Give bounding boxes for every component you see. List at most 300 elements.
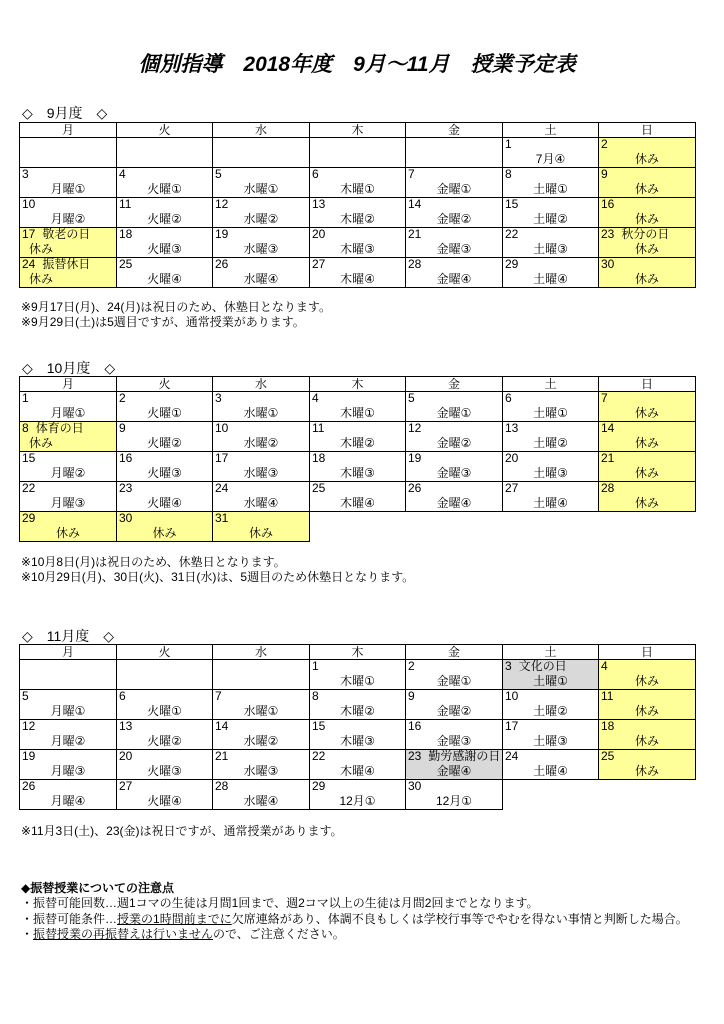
cell-label: 月曜④ [50, 794, 86, 808]
cell-label: 火曜② [147, 436, 182, 450]
cell-top-line [213, 258, 309, 272]
calendar-cell [212, 137, 310, 168]
calendar-cell [598, 227, 696, 258]
cell-date: 10 [505, 689, 519, 703]
weekday-header: 金 [405, 644, 503, 660]
cell-top-line [310, 690, 405, 704]
cell-top-line [117, 168, 212, 182]
cell-top-line [213, 452, 309, 466]
cell-date: 30 [408, 779, 422, 793]
cell-date: 27 [505, 481, 519, 495]
calendar-cell [405, 719, 503, 750]
cell-top-line [117, 452, 212, 466]
cell-label: 月曜① [50, 704, 86, 718]
cell-label: 休み [634, 466, 659, 480]
calendar-cell [405, 197, 503, 228]
cell-top-line [406, 482, 502, 496]
calendar-cell [212, 421, 310, 452]
cell-top-line [20, 138, 116, 152]
calendar-cell [116, 197, 213, 228]
calendar-cell [598, 137, 696, 168]
cell-date: 5 [215, 167, 222, 181]
calendar-cell [405, 257, 503, 288]
cell-top-line [117, 422, 212, 436]
weekday-header: 月 [19, 376, 117, 392]
weekday-header: 金 [405, 122, 503, 138]
cell-top-line [213, 720, 309, 734]
cell-top-line [20, 168, 116, 182]
cell-label: 水曜② [243, 734, 279, 748]
notes-october [21, 555, 414, 585]
cell-label: 金曜③ [436, 466, 472, 480]
transfer-notice [21, 881, 688, 942]
cell-date: 17 [215, 451, 229, 465]
cell-top-line [20, 780, 116, 794]
cell-top-line [117, 660, 212, 674]
calendar-cell [309, 227, 406, 258]
cell-label: 7月④ [535, 152, 566, 166]
cell-top-line [503, 228, 598, 242]
cell-label: 土曜② [533, 704, 568, 718]
calendar-cell [19, 451, 117, 482]
holiday-name: 敬老の日 [42, 227, 91, 241]
cell-label: 金曜④ [436, 496, 472, 510]
calendar-cell [598, 257, 696, 288]
transfer-notice-heading: ◆振替授業についての注意点 [21, 881, 174, 895]
calendar-cell [309, 689, 406, 720]
cell-label [20, 152, 116, 166]
cell-label: 休み [634, 496, 659, 510]
cell-label: 月曜③ [50, 496, 86, 510]
cell-label [117, 152, 212, 166]
weekday-header: 火 [116, 376, 213, 392]
cell-label: 休み [634, 182, 659, 196]
cell-date: 24 [22, 257, 36, 271]
cell-date: 6 [312, 167, 319, 181]
cell-date: 26 [22, 779, 36, 793]
cell-label [406, 152, 502, 166]
calendar-cell [309, 451, 406, 482]
cell-label: 土曜④ [533, 496, 568, 510]
calendar-cell [19, 659, 117, 690]
cell-date: 20 [119, 749, 133, 763]
cell-label: 水曜④ [243, 272, 279, 286]
cell-label: 12月① [339, 794, 376, 808]
cell-top-line [117, 720, 212, 734]
cell-date: 6 [505, 391, 512, 405]
cell-label: 休み [634, 212, 659, 226]
cell-label: 休み [29, 272, 54, 286]
calendar-cell [19, 779, 117, 810]
cell-label: 水曜③ [243, 764, 279, 778]
calendar-cell [405, 227, 503, 258]
calendar-cell [502, 391, 599, 422]
holiday-name: 文化の日 [518, 659, 567, 673]
calendar-cell [116, 749, 213, 780]
cell-label: 休み [248, 526, 273, 540]
cell-date: 21 [601, 451, 615, 465]
note-line: ※10月29日(月)、30日(火)、31日(水)は、5週目のため休塾日となります。 [21, 570, 415, 584]
cell-label: 土曜② [533, 436, 568, 450]
calendar-cell [502, 167, 599, 198]
cell-top-line [310, 482, 405, 496]
cell-top-line [310, 138, 405, 152]
calendar-cell [405, 659, 503, 690]
cell-top-line [117, 138, 212, 152]
cell-label: 月曜② [50, 734, 86, 748]
calendar-cell [309, 421, 406, 452]
cell-top-line [406, 780, 502, 794]
cell-top-line [599, 482, 695, 496]
cell-top-line [599, 198, 695, 212]
cell-top-line [406, 228, 502, 242]
cell-date: 13 [312, 197, 326, 211]
calendar-cell [212, 481, 310, 512]
cell-top-line [117, 258, 212, 272]
cell-date: 11 [601, 689, 614, 703]
cell-label: 木曜① [340, 406, 375, 420]
cell-top-line [117, 198, 212, 212]
calendar-november [19, 644, 696, 811]
cell-date: 28 [601, 481, 615, 495]
month-heading-september: ◇ 9月度 ◇ [22, 105, 108, 121]
note-line: ※9月17日(月)、24(月)は祝日のため、休塾日となります。 [21, 300, 331, 314]
weekday-header: 土 [502, 644, 599, 660]
cell-date: 21 [408, 227, 422, 241]
cell-top-line [406, 452, 502, 466]
cell-label: 土曜① [533, 674, 568, 688]
calendar-cell [502, 197, 599, 228]
cell-label: 水曜④ [243, 496, 279, 510]
cell-top-line [213, 168, 309, 182]
cell-label: 土曜③ [533, 242, 568, 256]
page-title: 個別指導 2018年度 9月～11月 授業予定表 [138, 53, 576, 76]
cell-label: 土曜③ [533, 466, 568, 480]
cell-top-line [117, 482, 212, 496]
cell-top-line [503, 452, 598, 466]
cell-top-line [406, 750, 502, 764]
cell-label: 月曜③ [50, 764, 86, 778]
calendar-cell [309, 197, 406, 228]
cell-date: 15 [22, 451, 36, 465]
cell-date: 29 [505, 257, 519, 271]
cell-date: 14 [408, 197, 422, 211]
notice-text: ・振替可能回数…週1コマの生徒は月間1回まで、週2コマ以上の生徒は月間2回までとなります。 [21, 896, 539, 911]
cell-date: 2 [408, 659, 415, 673]
cell-date: 16 [119, 451, 133, 465]
calendar-cell [212, 227, 310, 258]
weekday-header: 水 [212, 376, 310, 392]
cell-top-line [503, 750, 598, 764]
weekday-header: 日 [598, 644, 696, 660]
cell-date: 9 [408, 689, 415, 703]
calendar-cell [502, 481, 599, 512]
cell-top-line [213, 780, 309, 794]
calendar-cell [19, 167, 117, 198]
cell-label: 木曜② [340, 212, 375, 226]
weekday-header: 水 [212, 644, 310, 660]
cell-date: 1 [22, 391, 29, 405]
cell-top-line [20, 750, 116, 764]
cell-top-line [213, 690, 309, 704]
calendar-cell [405, 451, 503, 482]
cell-top-line [599, 258, 695, 272]
cell-date: 24 [215, 481, 229, 495]
cell-top-line [20, 720, 116, 734]
calendar-cell [598, 659, 696, 690]
calendar-cell [309, 481, 406, 512]
calendar-cell [598, 391, 696, 422]
cell-label: 木曜① [340, 674, 375, 688]
cell-date: 1 [505, 137, 512, 151]
cell-top-line [20, 198, 116, 212]
cell-label: 水曜③ [243, 466, 279, 480]
calendar-cell [19, 257, 117, 288]
cell-date: 23 [601, 227, 615, 241]
cell-date: 8 [505, 167, 512, 181]
calendar-cell [212, 197, 310, 228]
cell-top-line [20, 392, 116, 406]
cell-date: 21 [215, 749, 229, 763]
calendar-cell [116, 167, 213, 198]
cell-date: 28 [215, 779, 229, 793]
calendar-cell [309, 749, 406, 780]
calendar-cell [212, 451, 310, 482]
cell-date: 16 [601, 197, 615, 211]
cell-top-line [503, 198, 598, 212]
cell-date: 7 [408, 167, 415, 181]
calendar-september [19, 122, 696, 289]
cell-label: 休み [634, 152, 659, 166]
cell-label: 金曜③ [436, 734, 472, 748]
cell-top-line [117, 750, 212, 764]
calendar-cell [502, 227, 599, 258]
cell-top-line [117, 780, 212, 794]
calendar-cell [19, 391, 117, 422]
calendar-cell [405, 391, 503, 422]
cell-top-line [213, 512, 309, 526]
cell-top-line [503, 138, 598, 152]
cell-date: 18 [119, 227, 133, 241]
cell-top-line [406, 138, 502, 152]
cell-label: 火曜② [147, 212, 182, 226]
calendar-cell [502, 659, 599, 690]
cell-date: 6 [119, 689, 126, 703]
calendar-cell [405, 779, 503, 810]
cell-date: 30 [601, 257, 615, 271]
notice-underlined-text: 授業の1時間前までに [117, 911, 232, 926]
cell-top-line [406, 720, 502, 734]
calendar-cell [116, 481, 213, 512]
cell-label: 木曜③ [340, 242, 375, 256]
cell-label: 金曜④ [436, 272, 472, 286]
cell-top-line [599, 138, 695, 152]
cell-label: 土曜① [533, 182, 568, 196]
cell-top-line [20, 512, 116, 526]
cell-date: 20 [312, 227, 326, 241]
cell-label: 休み [634, 242, 659, 256]
cell-label: 土曜④ [533, 272, 568, 286]
cell-label: 金曜④ [436, 764, 472, 778]
weekday-header: 木 [309, 122, 406, 138]
cell-top-line [406, 422, 502, 436]
calendar-cell [116, 451, 213, 482]
holiday-name: 秋分の日 [621, 227, 670, 241]
cell-top-line [20, 452, 116, 466]
calendar-cell [309, 391, 406, 422]
cell-label: 水曜① [243, 182, 279, 196]
cell-top-line [310, 750, 405, 764]
cell-label: 休み [634, 406, 659, 420]
cell-label: 金曜② [436, 436, 472, 450]
cell-date: 11 [119, 197, 132, 211]
cell-date: 15 [312, 719, 326, 733]
calendar-cell [502, 689, 599, 720]
cell-label: 土曜④ [533, 764, 568, 778]
cell-date: 2 [601, 137, 608, 151]
cell-top-line [310, 168, 405, 182]
calendar-cell [598, 719, 696, 750]
calendar-cell [19, 511, 117, 542]
cell-top-line [213, 138, 309, 152]
cell-date: 3 [22, 167, 29, 181]
cell-date: 14 [601, 421, 615, 435]
cell-top-line [406, 198, 502, 212]
cell-date: 10 [22, 197, 36, 211]
cell-top-line [503, 392, 598, 406]
cell-date: 27 [312, 257, 326, 271]
weekday-header: 日 [598, 376, 696, 392]
cell-label: 水曜② [243, 212, 279, 226]
cell-label: 水曜② [243, 436, 279, 450]
calendar-cell [405, 689, 503, 720]
calendar-cell [116, 719, 213, 750]
cell-date: 8 [22, 421, 29, 435]
calendar-cell [405, 481, 503, 512]
calendar-cell [309, 719, 406, 750]
cell-date: 20 [505, 451, 519, 465]
cell-date: 17 [22, 227, 36, 241]
cell-label: 休み [29, 242, 54, 256]
calendar-cell [116, 257, 213, 288]
cell-label: 金曜③ [436, 242, 472, 256]
cell-label [20, 674, 116, 688]
calendar-cell [19, 137, 117, 168]
weekday-header: 水 [212, 122, 310, 138]
cell-top-line [117, 228, 212, 242]
cell-label: 休み [634, 704, 659, 718]
note-line: ※9月29日(土)は5週目ですが、通常授業があります。 [21, 315, 305, 329]
calendar-cell [212, 511, 310, 542]
cell-label: 12月① [435, 794, 473, 808]
cell-label [310, 152, 405, 166]
weekday-header: 日 [598, 122, 696, 138]
calendar-cell [502, 719, 599, 750]
notice-underlined-text: 振替授業の再振替えは行いません [33, 926, 214, 941]
cell-date: 30 [119, 511, 133, 525]
calendar-cell [116, 659, 213, 690]
calendar-cell [309, 137, 406, 168]
cell-top-line [213, 198, 309, 212]
month-heading-october: ◇ 10月度 ◇ [22, 360, 116, 376]
cell-label: 火曜① [147, 406, 182, 420]
cell-label: 休み [634, 674, 659, 688]
calendar-cell [19, 481, 117, 512]
cell-label: 木曜② [340, 704, 375, 718]
cell-label: 水曜① [243, 704, 279, 718]
cell-top-line [599, 720, 695, 734]
cell-label: 月曜② [50, 212, 86, 226]
cell-label: 休み [29, 436, 54, 450]
cell-date: 7 [215, 689, 222, 703]
transfer-notice-line [21, 912, 688, 927]
cell-date: 25 [601, 749, 615, 763]
cell-label: 木曜③ [340, 466, 375, 480]
cell-top-line [20, 482, 116, 496]
cell-top-line [599, 422, 695, 436]
cell-label: 金曜① [436, 182, 472, 196]
cell-label: 月曜① [50, 182, 86, 196]
cell-label: 金曜② [436, 212, 472, 226]
cell-date: 12 [215, 197, 229, 211]
cell-top-line [310, 422, 405, 436]
cell-top-line [310, 228, 405, 242]
calendar-cell [212, 257, 310, 288]
cell-label: 休み [634, 764, 659, 778]
cell-top-line [213, 228, 309, 242]
cell-date: 4 [601, 659, 608, 673]
calendar-cell [309, 779, 406, 810]
cell-top-line [310, 720, 405, 734]
cell-label: 木曜④ [340, 764, 375, 778]
cell-date: 5 [408, 391, 415, 405]
calendar-cell [598, 167, 696, 198]
weekday-header: 土 [502, 376, 599, 392]
cell-top-line [20, 660, 116, 674]
calendar-cell [309, 167, 406, 198]
cell-top-line [503, 258, 598, 272]
notice-text: ・ [21, 926, 34, 941]
cell-date: 25 [119, 257, 133, 271]
cell-date: 26 [215, 257, 229, 271]
cell-top-line [406, 168, 502, 182]
cell-top-line [406, 258, 502, 272]
calendar-cell [212, 391, 310, 422]
cell-top-line [117, 512, 212, 526]
calendar-cell [405, 421, 503, 452]
cell-date: 24 [505, 749, 519, 763]
cell-top-line [406, 392, 502, 406]
cell-label: 火曜③ [147, 764, 182, 778]
cell-top-line [599, 228, 695, 242]
calendar-cell [212, 689, 310, 720]
cell-label: 水曜④ [243, 794, 279, 808]
cell-date: 2 [119, 391, 126, 405]
transfer-notice-line [21, 927, 688, 942]
cell-date: 4 [312, 391, 319, 405]
weekday-header: 木 [309, 376, 406, 392]
cell-top-line [20, 422, 116, 436]
calendar-cell [212, 167, 310, 198]
cell-date: 18 [601, 719, 615, 733]
holiday-name: 体育の日 [35, 421, 84, 435]
calendar-cell [309, 659, 406, 690]
cell-date: 23 [119, 481, 133, 495]
cell-top-line [599, 750, 695, 764]
cell-date: 19 [408, 451, 422, 465]
calendar-cell [19, 719, 117, 750]
cell-top-line [213, 422, 309, 436]
